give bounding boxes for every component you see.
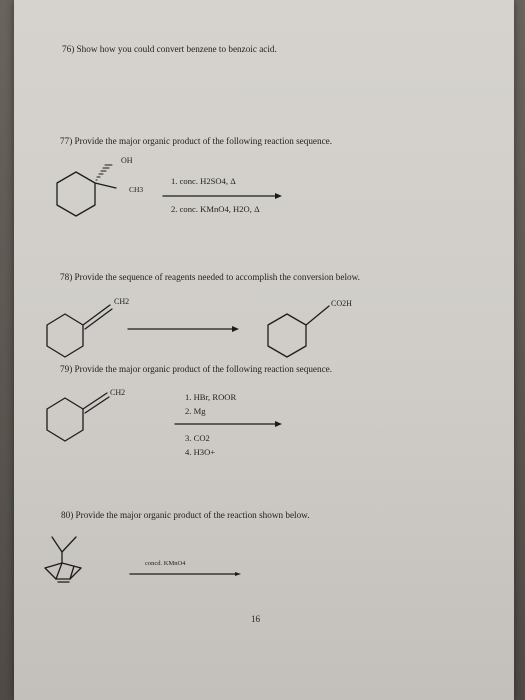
question-text: Provide the sequence of reagents needed to accomplish the conversion below.	[74, 272, 360, 282]
q79-reagent-step2: 2. Mg	[185, 406, 206, 416]
chemical-structures	[14, 0, 514, 700]
q79-reagent-step1: 1. HBr, ROOR	[185, 392, 237, 402]
q77-oh-label: OH	[121, 156, 133, 165]
cyclohexane-ring	[47, 398, 83, 441]
co2h-bond	[306, 306, 329, 325]
q77-reagent-step2: 2. conc. KMnO4, H2O, Δ	[171, 204, 260, 214]
hashed-oh-bond	[96, 165, 112, 180]
question-text: Provide the major organic product of the following reaction sequence.	[74, 364, 333, 374]
ch3-bond	[95, 183, 116, 188]
q80-reagent: concd. KMnO4	[145, 560, 186, 567]
q79-methylenecyclohexane-structure	[47, 393, 109, 441]
question-text: Show how you could convert benzene to benzoic acid.	[76, 44, 277, 54]
q79-arrowhead	[275, 421, 282, 427]
q77-reagent-step1: 1. conc. H2SO4, Δ	[171, 176, 236, 186]
q79-reagent-step3: 3. CO2	[185, 433, 210, 443]
question-number: 76)	[62, 44, 75, 54]
q80-bicyclic-alkene-structure	[45, 537, 81, 582]
question-number: 78)	[60, 272, 73, 282]
page-number: 16	[251, 614, 260, 624]
question-number: 80)	[61, 510, 74, 520]
q78-product-structure	[268, 306, 329, 357]
worksheet-page	[14, 0, 514, 700]
question-number: 79)	[60, 364, 73, 374]
cyclohexane-ring	[57, 172, 95, 216]
question-number: 77)	[60, 136, 73, 146]
cyclohexane-ring	[47, 314, 83, 357]
q78-arrowhead	[232, 326, 239, 332]
cyclohexane-ring	[268, 314, 306, 357]
exocyclic-double-bond	[83, 305, 110, 325]
q77-arrowhead	[275, 193, 282, 199]
q77-ch3-label: CH3	[129, 185, 144, 194]
q79-reagent-step4: 4. H3O+	[185, 447, 216, 457]
q78-methylenecyclohexane-structure	[47, 305, 112, 357]
q79-start-ch2-label: CH2	[110, 388, 126, 397]
q78-start-ch2-label: CH2	[114, 297, 130, 306]
question-text: Provide the major organic product of the following reaction sequence.	[74, 136, 333, 146]
q78-product-co2h-label: CO2H	[331, 299, 352, 308]
question-text: Provide the major organic product of the reaction shown below.	[75, 510, 310, 520]
q80-arrowhead	[235, 572, 241, 576]
q77-cyclohexanol-structure	[57, 165, 116, 216]
